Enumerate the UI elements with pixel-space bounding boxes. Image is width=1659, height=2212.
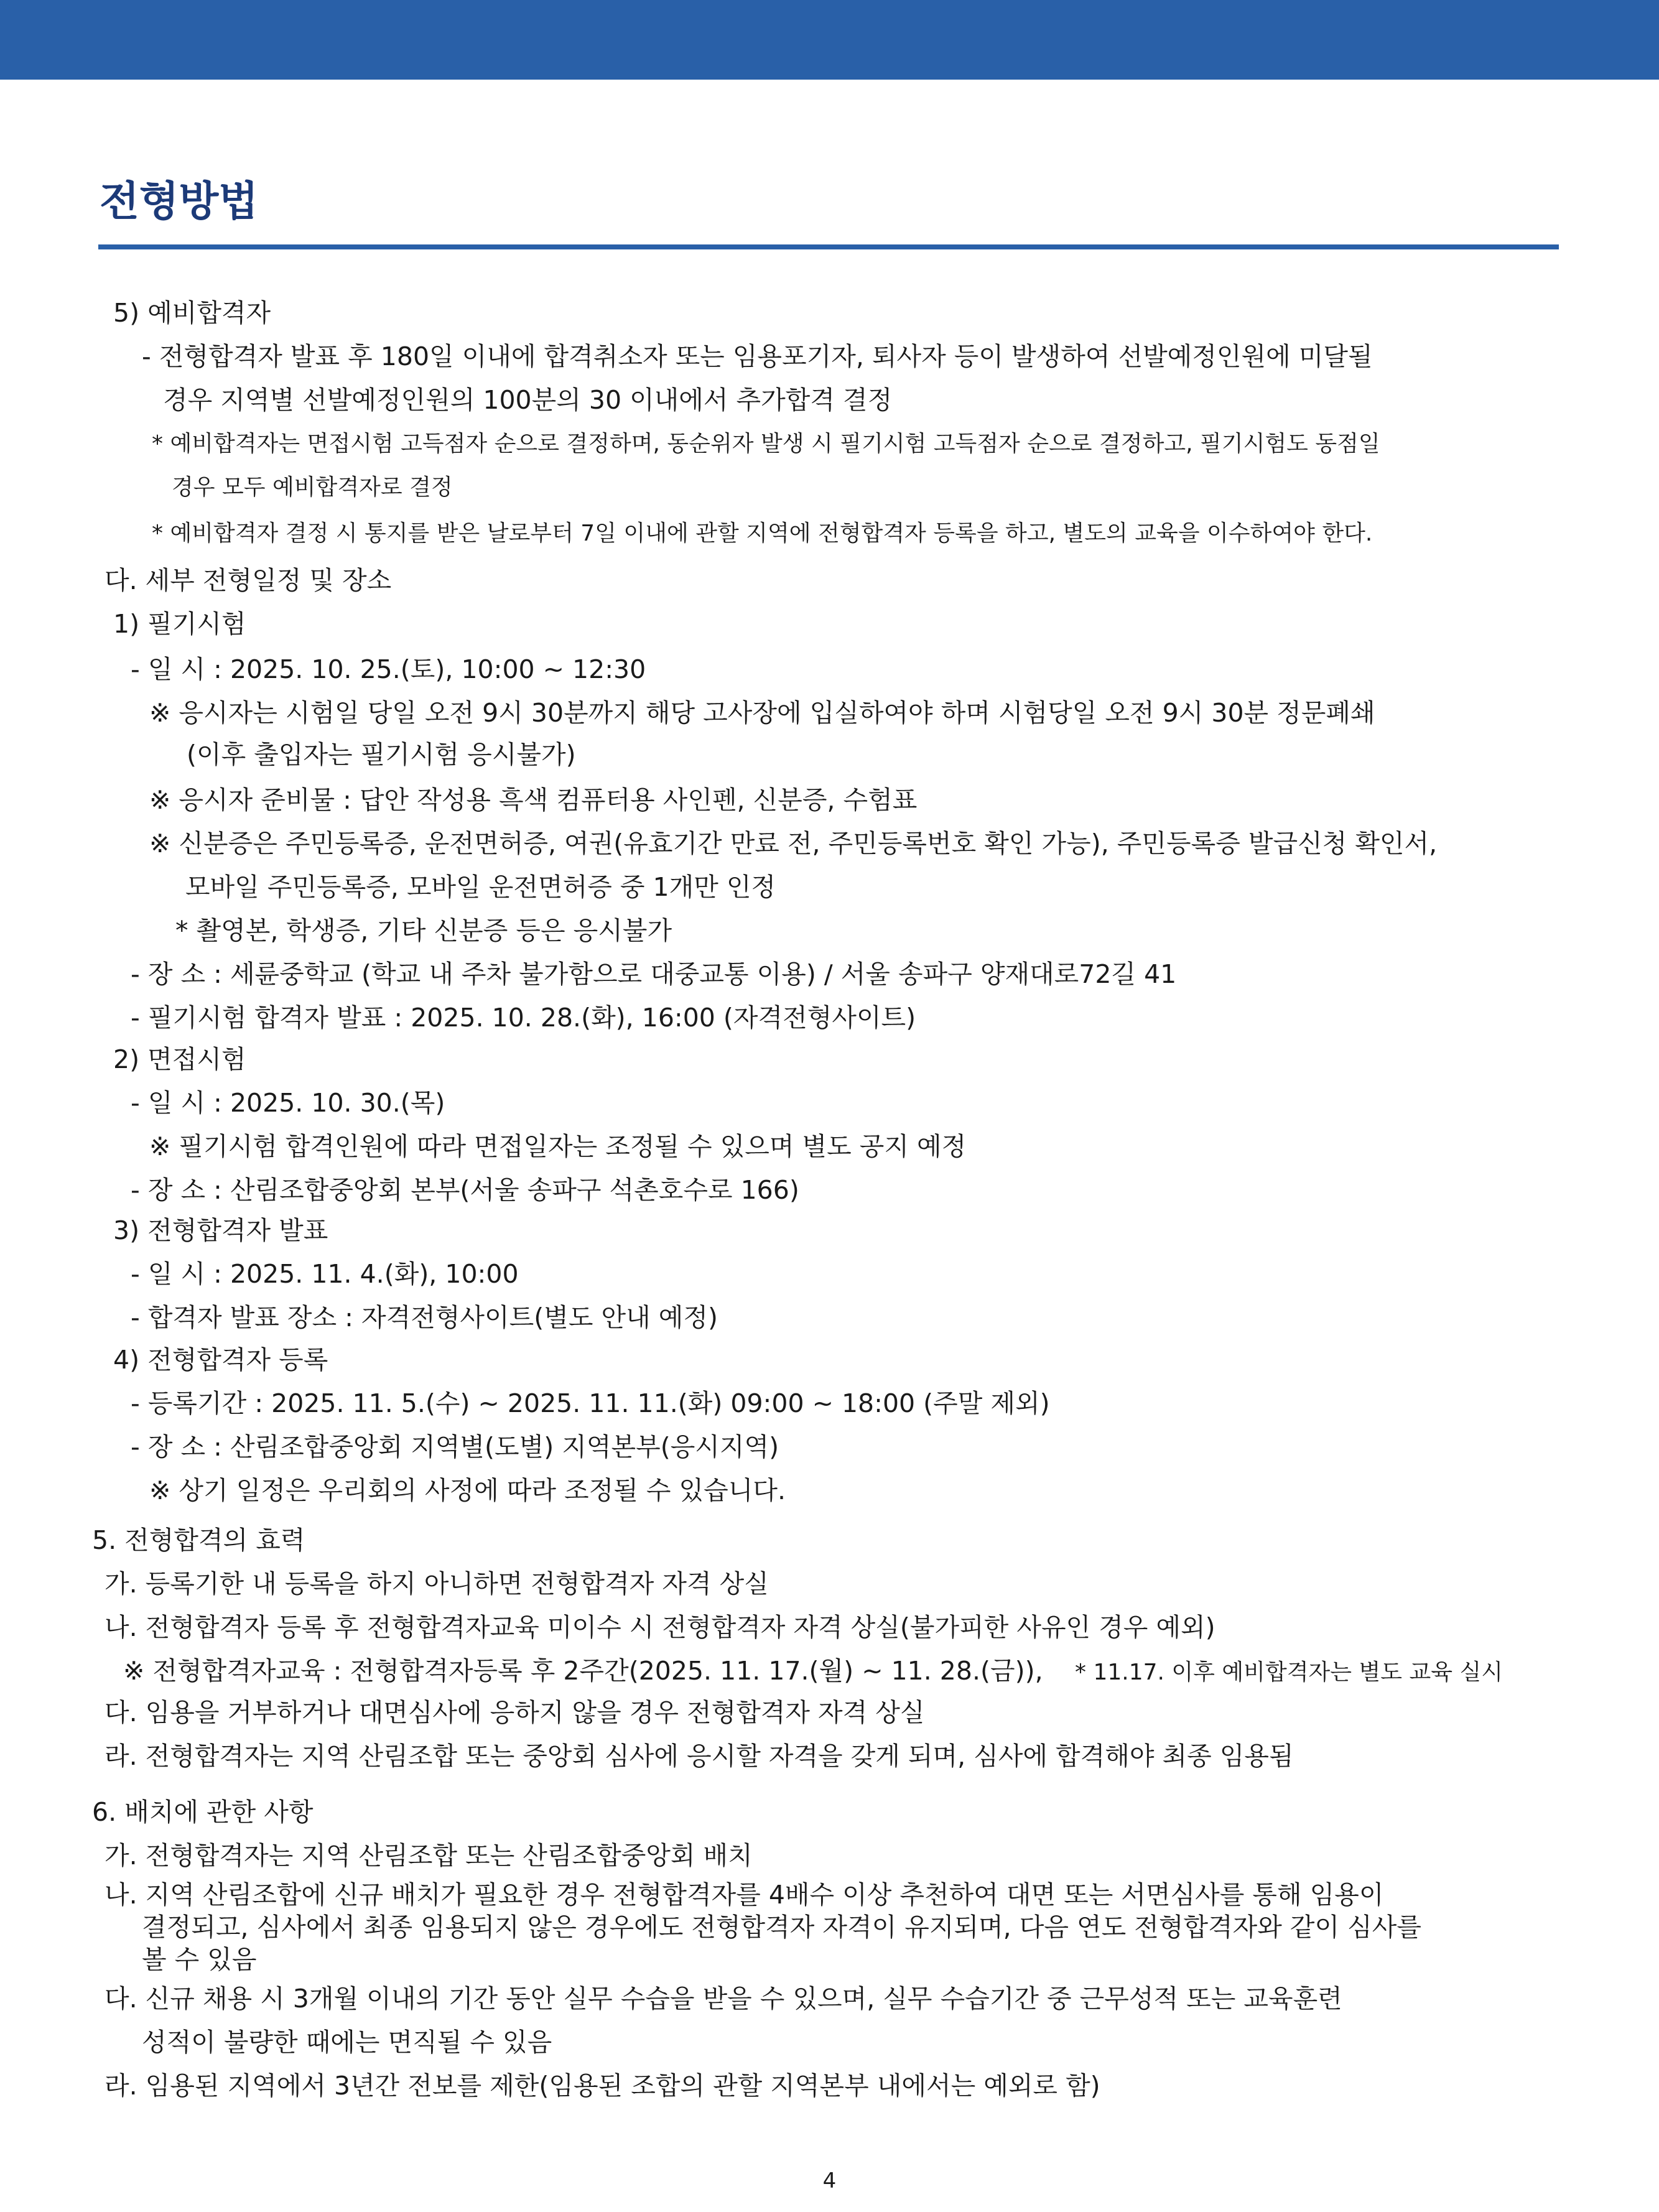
title-divider <box>98 244 1559 249</box>
text-line: - 전형합격자 발표 후 180일 이내에 합격취소자 또는 임용포기자, 퇴사자 등이 발생하여 선발예정인원에 미달될 <box>142 342 1373 371</box>
section-heading: 6. 배치에 관한 사항 <box>92 1797 314 1827</box>
text-line: ※ 응시자 준비물 : 답안 작성용 흑색 컴퓨터용 사인펜, 신분증, 수험표 <box>149 785 918 815</box>
text-line: 라. 전형합격자는 지역 산림조합 또는 중앙회 심사에 응시할 자격을 갖게 되며, 심사에 합격해야 최종 임용됨 <box>105 1741 1294 1771</box>
text-line: - 합격자 발표 장소 : 자격전형사이트(별도 안내 예정) <box>131 1303 718 1332</box>
text-line: 성적이 불량한 때에는 면직될 수 있음 <box>142 2027 552 2057</box>
text-line: 가. 등록기한 내 등록을 하지 아니하면 전형합격자 자격 상실 <box>105 1569 769 1599</box>
note-line: * 예비합격자는 면접시험 고득점자 순으로 결정하며, 동순위자 발생 시 필기시험 고득점자 순으로 결정하고, 필기시험도 동점일 <box>152 431 1380 457</box>
text-line: ※ 신분증은 주민등록증, 운전면허증, 여권(유효기간 만료 전, 주민등록번호 확인 가능), 주민등록증 발급신청 확인서, <box>149 829 1438 858</box>
text-line: - 장 소 : 산림조합중앙회 본부(서울 송파구 석촌호수로 166) <box>131 1175 799 1205</box>
text-line: ※ 상기 일정은 우리회의 사정에 따라 조정될 수 있습니다. <box>149 1475 786 1505</box>
text-line: 다. 임용을 거부하거나 대면심사에 응하지 않을 경우 전형합격자 자격 상실 <box>105 1698 925 1727</box>
header-bar <box>0 0 1659 80</box>
text-line: - 일 시 : 2025. 10. 30.(목) <box>131 1088 445 1118</box>
text-line: - 장 소 : 산림조합중앙회 지역별(도별) 지역본부(응시지역) <box>131 1432 779 1462</box>
text-line: - 일 시 : 2025. 10. 25.(토), 10:00 ~ 12:30 <box>131 654 646 684</box>
text-line: 가. 전형합격자는 지역 산림조합 또는 산림조합중앙회 배치 <box>105 1841 753 1870</box>
subsection-heading: 1) 필기시험 <box>113 609 246 639</box>
text-line: (이후 출입자는 필기시험 응시불가) <box>187 740 576 769</box>
text-line: - 장 소 : 세륜중학교 (학교 내 주차 불가함으로 대중교통 이용) / 서울 송파구 양재대로72길 41 <box>131 959 1177 989</box>
text-line: 라. 임용된 지역에서 3년간 전보를 제한(임용된 조합의 관할 지역본부 내에서는 예외로 함) <box>105 2071 1100 2101</box>
text-line: - 필기시험 합격자 발표 : 2025. 10. 28.(화), 16:00 (자격전형사이트) <box>131 1003 916 1033</box>
page-number: 4 <box>822 2168 837 2193</box>
note-line: 경우 모두 예비합격자로 결정 <box>172 475 453 500</box>
text-line: 5) 예비합격자 <box>113 298 271 328</box>
page-title: 전형방법 <box>100 177 259 225</box>
text-line: ※ 전형합격자교육 : 전형합격자등록 후 2주간(2025. 11. 17.(월) ~ 11. 28.(금)), <box>123 1656 1043 1686</box>
text-line: ※ 필기시험 합격인원에 따라 면접일자는 조정될 수 있으며 별도 공지 예정 <box>149 1132 967 1161</box>
text-line: - 등록기간 : 2025. 11. 5.(수) ~ 2025. 11. 11.(화) 09:00 ~ 18:00 (주말 제외) <box>131 1388 1050 1418</box>
text-line: 모바일 주민등록증, 모바일 운전면허증 중 1개만 인정 <box>185 872 776 902</box>
section-heading: 5. 전형합격의 효력 <box>92 1525 305 1555</box>
subsection-heading: 4) 전형합격자 등록 <box>113 1345 328 1375</box>
text-line: 다. 신규 채용 시 3개월 이내의 기간 동안 실무 수습을 받을 수 있으며, 실무 수습기간 중 근무성적 또는 교육훈련 <box>105 1984 1342 2014</box>
text-line: 경우 지역별 선발예정인원의 100분의 30 이내에서 추가합격 결정 <box>163 385 893 415</box>
text-line: ※ 응시자는 시험일 당일 오전 9시 30분까지 해당 고사장에 입실하여야 하며 시험당일 오전 9시 30분 정문폐쇄 <box>149 698 1375 728</box>
text-line: 볼 수 있음 <box>142 1945 257 1974</box>
note-line: * 예비합격자 결정 시 통지를 받은 날로부터 7일 이내에 관할 지역에 전형합격자 등록을 하고, 별도의 교육을 이수하여야 한다. <box>152 521 1373 546</box>
text-line: 결정되고, 심사에서 최종 임용되지 않은 경우에도 전형합격자 자격이 유지되며, 다음 연도 전형합격자와 같이 심사를 <box>142 1912 1421 1942</box>
text-line: * 촬영본, 학생증, 기타 신분증 등은 응시불가 <box>175 916 672 946</box>
subsection-heading: 2) 면접시험 <box>113 1044 246 1074</box>
note-line: * 11.17. 이후 예비합격자는 별도 교육 실시 <box>1075 1660 1503 1685</box>
section-heading: 다. 세부 전형일정 및 장소 <box>105 565 392 595</box>
text-line: - 일 시 : 2025. 11. 4.(화), 10:00 <box>131 1259 519 1289</box>
subsection-heading: 3) 전형합격자 발표 <box>113 1215 328 1245</box>
text-line: 나. 전형합격자 등록 후 전형합격자교육 미이수 시 전형합격자 자격 상실(불가피한 사유인 경우 예외) <box>105 1612 1215 1642</box>
text-line: 나. 지역 산림조합에 신규 배치가 필요한 경우 전형합격자를 4배수 이상 추천하여 대면 또는 서면심사를 통해 임용이 <box>105 1880 1384 1910</box>
